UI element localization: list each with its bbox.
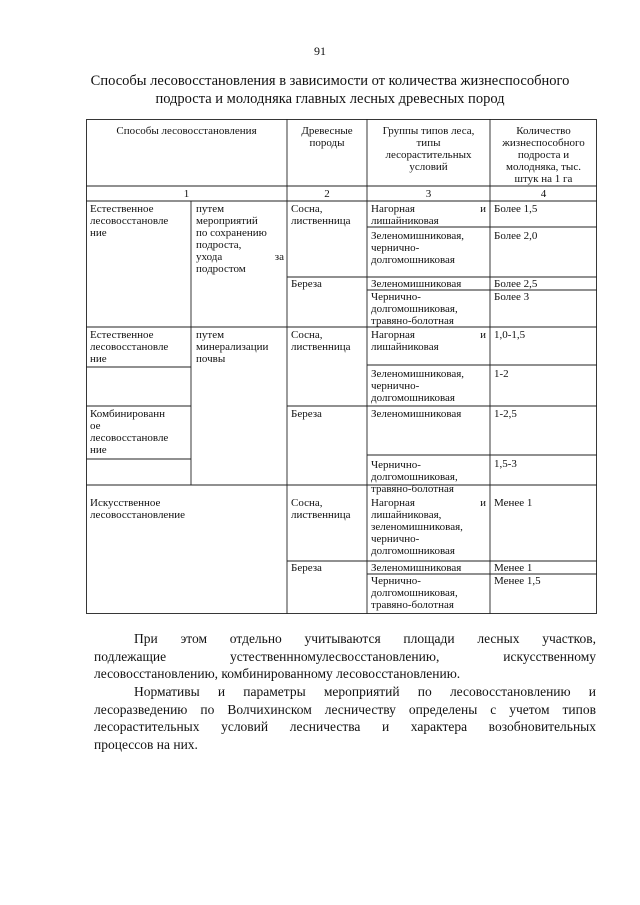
paragraph-2 [94, 683, 596, 753]
paragraph-line: лесовосстановлению, комбинированному лесовосстановлению. [94, 666, 461, 681]
cell-line: лесовосстановле [90, 215, 169, 227]
cell-line: ое [90, 420, 101, 432]
col-number-1: 1 [183, 188, 190, 200]
cell-word: Нагорная [371, 497, 415, 509]
cell-line: путем [196, 329, 225, 341]
cell-line: подроста, [196, 239, 242, 251]
cell-line: по сохранению [196, 227, 267, 239]
value-1-0-1-5: 1,0-1,5 [494, 329, 526, 341]
method-combined [90, 408, 190, 456]
cell-line: чернично- [371, 533, 420, 545]
title-line-1: Способы лесовосстановления в зависимости от количества жизнеспособного [90, 73, 570, 89]
paragraph-line: подлежащие устественнномулесвосстановлению, искусственному [94, 648, 596, 664]
reforestation-table [86, 119, 597, 614]
cell-line: Зеленомишниковая, [371, 230, 465, 242]
cell-line: Чернично- [371, 575, 421, 587]
header-groups-line: типы [416, 137, 441, 149]
cell-line: Естественное [90, 329, 154, 341]
group-bilberry-3 [371, 575, 486, 611]
header-groups-line: условий [409, 161, 448, 173]
cell-line: чернично- [371, 242, 420, 254]
group-green-moss-2: Зеленомишниковая [371, 408, 462, 420]
submethod-preservation [196, 203, 284, 275]
page-number: 91 [314, 44, 326, 58]
cell-line: лесовосстановле [90, 341, 169, 353]
species-pine-larch-1 [291, 203, 367, 227]
paragraph-line: лесоразведению по Волчихинском лесничеству определены с учетом типов [94, 701, 596, 717]
cell-line [371, 497, 486, 509]
cell-line: долгомошниковая [371, 392, 455, 404]
cell-line: Чернично- [371, 291, 421, 303]
species-pine-larch-2 [291, 329, 367, 353]
method-artificial [90, 497, 285, 521]
group-upland-mixed-3 [371, 497, 486, 557]
species-birch-1: Береза [291, 278, 322, 290]
value-more-1-5: Более 1,5 [494, 203, 538, 215]
value-more-2-0: Более 2,0 [494, 230, 538, 242]
cell-line: лесовосстановле [90, 432, 169, 444]
group-upland-lichen-1 [371, 203, 486, 227]
header-quantity-line: Количество [516, 125, 571, 137]
group-bilberry-1 [371, 291, 486, 327]
value-less-1-a: Менее 1 [494, 497, 533, 509]
method-natural-2 [90, 329, 190, 365]
col-number-3: 3 [425, 188, 432, 200]
method-natural-1 [90, 203, 190, 239]
value-less-1-5: Менее 1,5 [494, 575, 541, 587]
cell-line: Искусственное [90, 497, 161, 509]
cell-line: лишайниковая [371, 215, 439, 227]
cell-line: Комбинированн [90, 408, 166, 420]
cell-word: Нагорная [371, 203, 415, 215]
group-green-moss-long-1 [371, 230, 486, 266]
cell-line [196, 251, 284, 263]
cell-line: Сосна, [291, 497, 323, 509]
header-quantity-line: жизнеспособного [502, 137, 585, 149]
header-species-line: породы [309, 137, 345, 149]
cell-word: Нагорная [371, 329, 415, 341]
cell-line: долгомошниковая, [371, 303, 458, 315]
header-quantity-line: подроста и [517, 149, 570, 161]
cell-line: Естественное [90, 203, 154, 215]
cell-line: Чернично- [371, 459, 421, 471]
group-green-moss-long-2 [371, 368, 486, 404]
cell-line: лишайниковая, [371, 509, 442, 521]
cell-line: подростом [196, 263, 246, 275]
cell-line: Сосна, [291, 203, 323, 215]
cell-line: ние [90, 353, 107, 365]
cell-line: путем [196, 203, 225, 215]
paragraph-1 [94, 630, 596, 683]
group-bilberry-2 [371, 459, 486, 495]
header-species-line: Древесные [301, 125, 353, 137]
value-1-5-3: 1,5-3 [494, 458, 517, 470]
title-line-2: подроста и молодняка главных лесных древесных пород [155, 91, 505, 107]
paragraph-line: процессов на них. [94, 736, 198, 752]
cell-line [371, 329, 486, 341]
species-birch-3: Береза [291, 562, 322, 574]
cell-line: травяно-болотная [371, 599, 454, 611]
cell-line: лесовосстановление [90, 509, 185, 521]
header-species [287, 125, 367, 149]
value-1-2: 1-2 [494, 368, 509, 380]
value-more-2-5: Более 2,5 [494, 278, 538, 290]
header-quantity-line: штук на 1 га [514, 173, 573, 185]
value-less-1-b: Менее 1 [494, 562, 533, 574]
group-upland-lichen-2 [371, 329, 486, 353]
cell-line: лиственница [291, 341, 351, 353]
cell-line: долгомошниковая, [371, 587, 458, 599]
cell-line: мероприятий [196, 215, 258, 227]
cell-word: и [480, 203, 486, 215]
header-groups-line: лесорастительных [385, 149, 472, 161]
cell-line: травяно-болотная [371, 315, 454, 327]
cell-line: долгомошниковая, [371, 471, 458, 483]
cell-line: лиственница [291, 215, 351, 227]
col-number-2: 2 [324, 188, 330, 200]
header-groups [367, 125, 490, 173]
cell-line: чернично- [371, 380, 420, 392]
paragraph-line: При этом отдельно учитываются площади лесных участков, [134, 631, 596, 646]
species-pine-larch-3 [291, 497, 367, 521]
paragraph-line: лесорастительных условий лесничества и характера возобновительных [94, 719, 596, 734]
cell-line: ние [90, 444, 107, 456]
group-green-moss-1: Зеленомишниковая [371, 278, 462, 290]
cell-line: почвы [196, 353, 226, 365]
cell-line: Зеленомишниковая, [371, 368, 465, 380]
header-methods: Способы лесовосстановления [116, 125, 257, 137]
submethod-mineralization [196, 329, 286, 365]
header-quantity-line: молодняка, тыс. [506, 161, 581, 173]
cell-line: зеленомишниковая, [371, 521, 463, 533]
header-groups-line: Группы типов леса, [382, 125, 475, 137]
col-number-4: 4 [540, 188, 547, 200]
cell-line: лишайниковая [371, 341, 439, 353]
cell-word: за [274, 251, 284, 263]
cell-line: долгомошниковая [371, 545, 455, 557]
value-1-2-5: 1-2,5 [494, 408, 517, 420]
species-birch-2: Береза [291, 408, 322, 420]
cell-line: минерализации [196, 341, 269, 353]
cell-word: и [480, 329, 486, 341]
header-quantity [490, 125, 597, 185]
cell-line: лиственница [291, 509, 351, 521]
cell-word: ухода [196, 251, 223, 263]
cell-line: травяно-болотная [371, 483, 454, 495]
group-green-moss-3: Зеленомишниковая [371, 562, 462, 574]
cell-word: и [480, 497, 486, 509]
cell-line: долгомошниковая [371, 254, 455, 266]
cell-line: Сосна, [291, 329, 323, 341]
paragraph-line: Нормативы и параметры мероприятий по лесовосстановлению и [134, 684, 596, 699]
cell-line: ние [90, 227, 107, 239]
cell-line [371, 203, 486, 215]
value-more-3: Более 3 [494, 291, 530, 303]
table-title [60, 72, 600, 108]
